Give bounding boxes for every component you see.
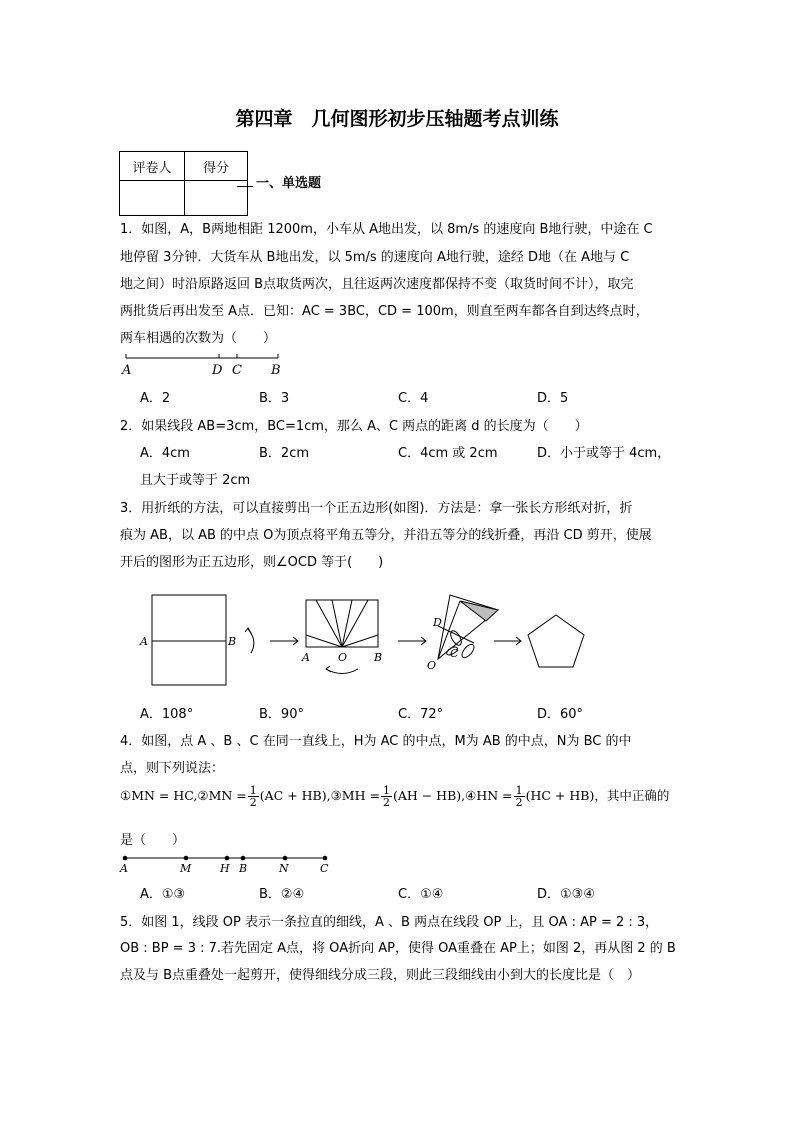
- q4-frac-1: $\frac{1}{2}$: [249, 784, 257, 809]
- q3-label-a2: A: [302, 651, 310, 664]
- q1-line2: 地停留 3分钟．大货车从 B地出发，以 5m/s 的速度向 A地行驶，途经 D地（在 A地与 C: [120, 250, 630, 265]
- q1-label-a: A: [122, 363, 132, 378]
- q4-line1: 4．如图，点 A 、B 、C 在同一直线上，H为 AC 的中点，M为 AB 的中点，N为 BC 的中: [120, 734, 632, 749]
- q5-line1: 5．如图 1，线段 OP 表示一条拉直的细线，A 、B 两点在线段 OP 上，且 OA : AP = 2 : 3，: [120, 915, 659, 930]
- q3-label-b1: B: [228, 635, 237, 648]
- q3-line2: 痕为 AB，以 AB 的中点 O为顶点将平角五等分，并沿五等分的线折叠，再沿 CD 剪开，使展: [120, 528, 652, 543]
- q1-label-c: C: [232, 363, 242, 378]
- q2-line1: 2．如果线段 AB=3cm，BC=1cm，那么 A、C 两点的距离 d 的长度为（ ）: [120, 419, 588, 434]
- q4-frac-2: $\frac{1}{2}$: [382, 784, 390, 809]
- q4-option-b[interactable]: B．②④: [259, 887, 305, 902]
- q3-label-o2: O: [338, 651, 348, 664]
- q2-option-d-cont: 且大于或等于 2cm: [140, 473, 251, 488]
- q4-line2: 点，则下列说法：: [120, 761, 225, 776]
- q2-option-c[interactable]: C．4cm 或 2cm: [398, 446, 498, 461]
- q1-option-b[interactable]: B．3: [259, 391, 290, 406]
- q4-line4: 是（ ）: [120, 833, 186, 848]
- q1-label-d: D: [212, 363, 223, 378]
- q4-label-m: M: [180, 862, 192, 875]
- q3-label-b2: B: [374, 651, 383, 664]
- q3-label-c3: C: [450, 647, 459, 660]
- score-table: [119, 151, 248, 216]
- q4-statement-3b: (AH − HB),: [392, 788, 466, 803]
- q3-label-d3: D: [433, 616, 442, 629]
- q2-option-a[interactable]: A．4cm: [140, 446, 190, 461]
- q3-option-a[interactable]: A．108°: [140, 707, 194, 722]
- score-table-cell-grader[interactable]: [120, 181, 185, 216]
- q4-option-a[interactable]: A．①③: [140, 887, 186, 902]
- q1-line5: 两车相遇的次数为（ ）: [120, 331, 277, 346]
- q5-line3: 点及与 B点重叠处一起剪开，使得细线分成三段，则此三段细线由小到大的长度比是（ ）: [120, 968, 641, 983]
- score-table-header-grader: 评卷人: [120, 152, 185, 181]
- q1-label-b: B: [271, 363, 281, 378]
- q4-label-c: C: [320, 862, 329, 875]
- q1-line1: 1．如图，A，B两地相距 1200m，小车从 A地出发，以 8m/s 的速度向 B地行驶，中途在 C: [120, 222, 653, 237]
- q1-line4: 两批货后再出发至 A点．已知：AC = 3BC，CD = 100m，则直至两车都各自到达终点时，: [120, 304, 649, 319]
- q4-statement-tail: ，其中正确的: [594, 788, 670, 803]
- section-divider: [237, 186, 253, 187]
- q3-label-o3: O: [427, 659, 437, 672]
- q4-statement-3a: ③MH =: [330, 788, 380, 803]
- q1-line3: 地之间）时沿原路返回 B点取货两次，且往返两次速度都保持不变（取货时间不计），取完: [120, 277, 634, 292]
- q4-statements: [120, 785, 669, 808]
- q4-label-a: A: [120, 862, 128, 875]
- score-table-header-score: 得分: [185, 152, 248, 181]
- section-heading: 一、单选题: [256, 176, 322, 191]
- q2-option-b[interactable]: B．2cm: [259, 446, 310, 461]
- q1-option-c[interactable]: C．4: [398, 391, 429, 406]
- q3-option-c[interactable]: C．72°: [398, 707, 444, 722]
- q4-statement-2a: ②MN =: [197, 788, 247, 803]
- q5-line2: OB : BP = 3 : 7.若先固定 A点，将 OA折向 AP，使得 OA重叠在 AP上；如图 2，再从图 2 的 B: [120, 941, 676, 956]
- page-title: 第四章 几何图形初步压轴题考点训练: [235, 108, 559, 130]
- q4-statement-2b: (AC + HB),: [259, 788, 331, 803]
- q3-figure: [130, 583, 600, 693]
- q3-label-a1: A: [140, 635, 148, 648]
- q4-statement-1: ①MN = HC,: [120, 788, 198, 803]
- q3-line1: 3．用折纸的方法，可以直接剪出一个正五边形(如图)．方法是：拿一张长方形纸对折，折: [120, 501, 633, 516]
- q1-option-a[interactable]: A．2: [140, 391, 171, 406]
- q4-label-b: B: [239, 862, 248, 875]
- q3-option-b[interactable]: B．90°: [259, 707, 304, 722]
- q4-label-n: N: [279, 862, 289, 875]
- q3-line3: 开后的图形为正五边形，则∠OCD 等于( ): [120, 555, 384, 570]
- q4-option-d[interactable]: D．①③④: [537, 887, 595, 902]
- q4-frac-3: $\frac{1}{2}$: [515, 784, 523, 809]
- q4-statement-4b: (HC + HB): [525, 788, 595, 803]
- q3-option-d[interactable]: D．60°: [537, 707, 584, 722]
- q1-figure: [120, 350, 290, 380]
- q4-label-h: H: [220, 862, 230, 875]
- q2-option-d[interactable]: D．小于或等于 4cm，: [537, 446, 671, 461]
- q4-statement-4a: ④HN =: [465, 788, 513, 803]
- q4-figure: [120, 852, 340, 878]
- q4-option-c[interactable]: C．①④: [398, 887, 444, 902]
- q1-option-d[interactable]: D．5: [537, 391, 569, 406]
